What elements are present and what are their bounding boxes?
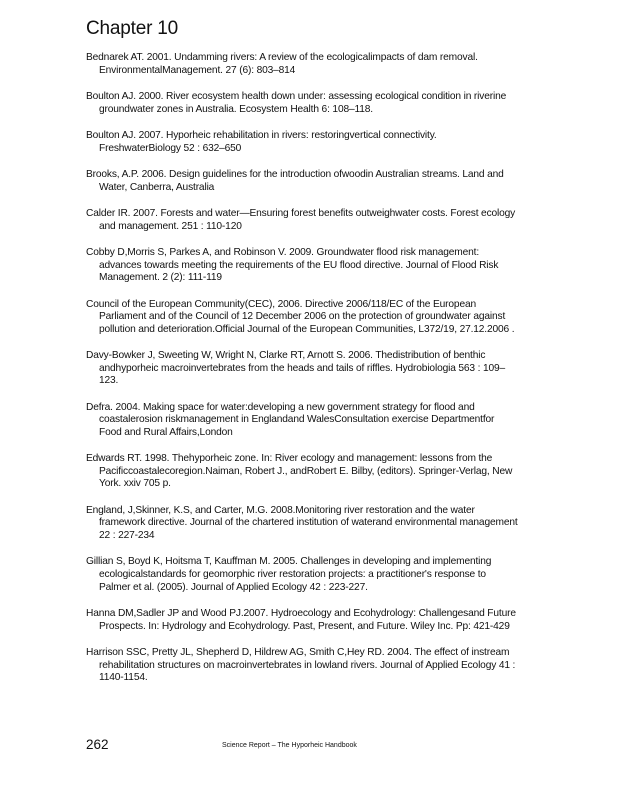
chapter-title: Chapter 10 bbox=[86, 18, 179, 39]
reference-item: Cobby D,Morris S, Parkes A, and Robinson V. 2009. Groundwater flood risk management: advances towards meeting the requirements of the EU flood directive. Journal of Flood Risk Management. 2 (2): 111-119 bbox=[86, 246, 499, 284]
reference-item: Council of the European Community(CEC), 2006. Directive 2006/118/EC of the European Parliament and of the Council of 12 December 2006 on the protection of groundwater against pollution and deterioration.Official Journal of the European Communities, L372/19, 27.12.2006 . bbox=[86, 298, 515, 335]
reference-item: Defra. 2004. Making space for water:developing a new government strategy for flood and coastalerosion riskmanagement in Englandand WalesConsultation exercise Departmentfor Food and Rural Affairs,London bbox=[86, 401, 495, 438]
page-number: 262 bbox=[86, 737, 109, 752]
reference-item: Harrison SSC, Pretty JL, Shepherd D, Hildrew AG, Smith C,Hey RD. 2004. The effect of instream rehabilitation structures on macroinvertebrates in lowland rivers. Journal of Applied Ecology 41 : 1140-1154. bbox=[86, 646, 516, 684]
reference-item: Bednarek AT. 2001. Undamming rivers: A review of the ecologicalimpacts of dam removal. EnvironmentalManagement. 27 (6): 803–814 bbox=[86, 52, 478, 76]
reference-item: England, J,Skinner, K.S, and Carter, M.G. 2008.Monitoring river restoration and the water framework directive. Journal of the chartered institution of waterand environmental management 22 : 227-234 bbox=[86, 504, 518, 541]
reference-item: Davy-Bowker J, Sweeting W, Wright N, Clarke RT, Arnott S. 2006. Thedistribution of benthic andhyporheic macroinvertebrates from the heads and tails of riffles. Hydrobiologia 563 : 109–123. bbox=[86, 350, 506, 387]
reference-item: Edwards RT. 1998. Thehyporheic zone. In: River ecology and management: lessons from the Pacificcoastalecoregion.Naiman, Robert J., andRobert E. Bilby, (editors). Springer-Verlag, New York. xxiv 705 p. bbox=[86, 453, 513, 490]
footer-title: Science Report – The Hyporheic Handbook bbox=[222, 742, 357, 749]
reference-item: Boulton AJ. 2000. River ecosystem health down under: assessing ecological condition in riverine groundwater zones in Australia. Ecosystem Health 6: 108–118. bbox=[86, 90, 507, 115]
reference-item: Gillian S, Boyd K, Hoitsma T, Kauffman M. 2005. Challenges in developing and implementing ecologicalstandards for geomorphic river restoration projects: a practitioner's response to Palmer et al. (2005). Journal of Applied Ecology 42 : 223-227. bbox=[86, 556, 492, 593]
reference-item: Calder IR. 2007. Forests and water—Ensuring forest benefits outweighwater costs. Forest ecology and management. 251 : 110-120 bbox=[86, 207, 516, 232]
reference-item: Boulton AJ. 2007. Hyporheic rehabilitation in rivers: restoringvertical connectivity. FreshwaterBiology 52 : 632–650 bbox=[86, 129, 437, 154]
reference-item: Brooks, A.P. 2006. Design guidelines for the introduction ofwoodin Australian streams. Land and Water, Canberra, Australia bbox=[86, 168, 504, 193]
reference-item: Hanna DM,Sadler JP and Wood PJ.2007. Hydroecology and Ecohydrology: Challengesand Future Prospects. In: Hydrology and Ecohydrology. Past, Present, and Future. Wiley Inc. Pp: 421-429 bbox=[86, 607, 516, 632]
reference-list bbox=[86, 52, 518, 699]
